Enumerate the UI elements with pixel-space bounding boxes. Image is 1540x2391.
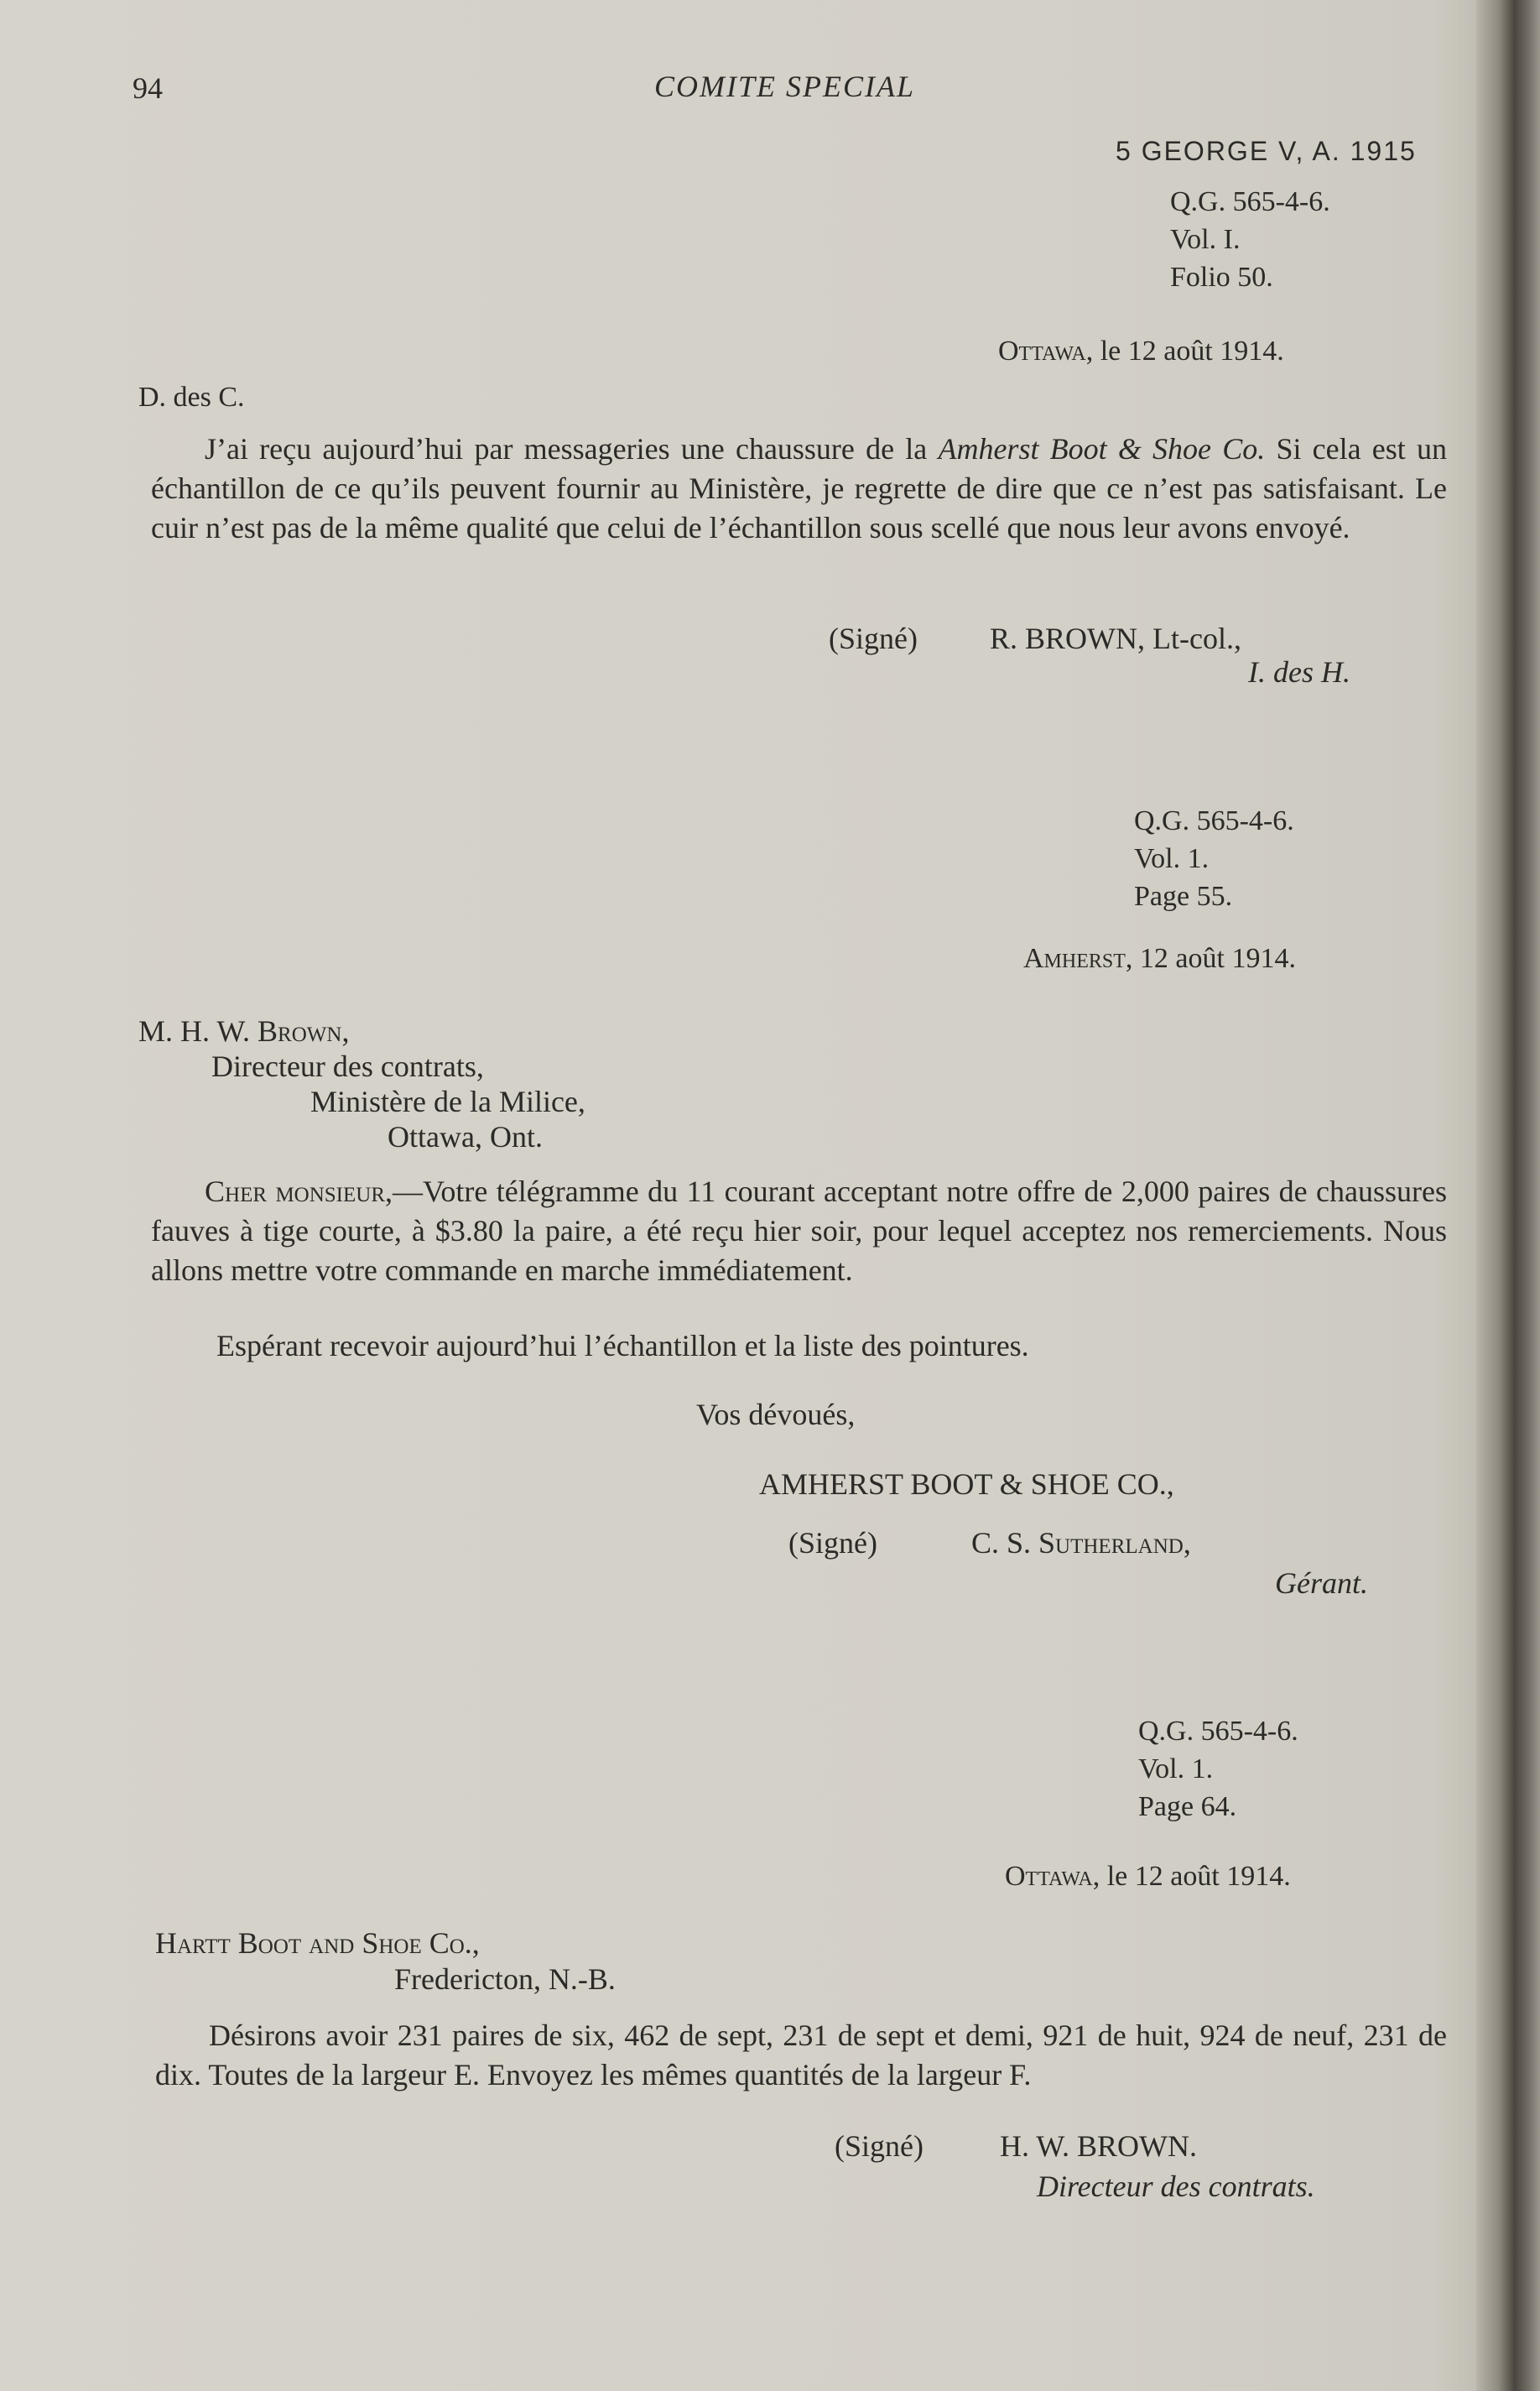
body-text: —Votre télégramme du 11 courant acceptant notre offre de 2,000 paires de chaussures fauves à tige courte, à $3.80 la paire, a été reçu hier soir, pour lequel acceptez nos remerciements. Nous allons mettre votre commande en marche immédiatement. <box>151 1175 1448 1287</box>
address-line: M. H. W. Brown, <box>138 1014 350 1048</box>
dateline-place: Ottawa <box>1005 1861 1093 1892</box>
dateline <box>1023 943 1296 975</box>
letter-body <box>151 430 1447 548</box>
reference-line: Page 55. <box>1134 881 1233 912</box>
signature-title: Gérant. <box>1275 1566 1368 1600</box>
reference-line: Q.G. 565-4-6. <box>1170 186 1330 217</box>
closing: Vos dévoués, <box>696 1398 856 1431</box>
company-name: Amherst Boot & Shoe Co. <box>938 432 1266 466</box>
book-gutter <box>1476 0 1540 2391</box>
signature: H. W. BROWN. <box>1000 2129 1198 2163</box>
dateline-place: Ottawa <box>998 336 1086 367</box>
dateline-place: Amherst <box>1023 943 1126 974</box>
addressee: D. des C. <box>138 382 245 413</box>
body-text: Si cela est un échantillon de ce qu’ils peuvent fournir au Ministère, je regrette de dire que ce n’est pas satisfaisant. Le cuir n’est pas de la même qualité que celui de l’échantillon sous scellé que nous leur avons envoyé. <box>151 432 1447 544</box>
dateline-date: , 12 août 1914. <box>1125 943 1296 974</box>
address-line: Ministère de la Milice, <box>310 1085 585 1118</box>
reference-line: Vol. 1. <box>1138 1753 1214 1784</box>
reference-line: Vol. 1. <box>1134 843 1210 874</box>
address-line: Directeur des contrats, <box>211 1050 484 1083</box>
signed-label: (Signé) <box>835 2129 923 2163</box>
dateline <box>998 336 1284 367</box>
signature-title: I. des H. <box>1248 655 1350 689</box>
company-signature: AMHERST BOOT & SHOE CO., <box>759 1467 1174 1501</box>
address-line: Fredericton, N.-B. <box>394 1962 616 1996</box>
signed-label: (Signé) <box>788 1526 877 1560</box>
signature: C. S. Sutherland, <box>971 1526 1191 1560</box>
salutation: Cher monsieur, <box>205 1175 393 1208</box>
letter-body <box>151 1172 1447 1290</box>
body-text: Espérant recevoir aujourd’hui l’échantillon et la liste des pointures. <box>216 1329 1029 1362</box>
reference-line: Q.G. 565-4-6. <box>1138 1716 1298 1747</box>
address-line: Ottawa, Ont. <box>388 1120 543 1154</box>
address-line: Hartt Boot and Shoe Co., <box>155 1926 480 1960</box>
signature-title: Directeur des contrats. <box>1037 2170 1315 2203</box>
letter-body: Désirons avoir 231 paires de six, 462 de sept, 231 de sept et demi, 921 de huit, 924 de neuf, 231 de dix. Toutes de la largeur E. Envoyez les mêmes quantités de la largeur F. <box>155 2019 1447 2091</box>
signed-label: (Signé) <box>829 622 918 655</box>
reference-line: Folio 50. <box>1170 262 1273 293</box>
dateline-date: , le 12 août 1914. <box>1092 1861 1291 1892</box>
signature: R. BROWN, Lt-col., <box>990 622 1241 655</box>
reference-line: Vol. I. <box>1170 224 1241 255</box>
dateline-date: , le 12 août 1914. <box>1085 336 1284 367</box>
reference-line: Q.G. 565-4-6. <box>1134 805 1294 836</box>
body-text: J’ai reçu aujourd’hui par messageries une chaussure de la <box>205 432 939 466</box>
running-title: COMITE SPECIAL <box>654 70 915 103</box>
page-number: 94 <box>133 71 163 105</box>
session-heading: 5 GEORGE V, A. 1915 <box>1116 136 1417 166</box>
reference-line: Page 64. <box>1138 1791 1237 1822</box>
dateline <box>1005 1861 1291 1893</box>
